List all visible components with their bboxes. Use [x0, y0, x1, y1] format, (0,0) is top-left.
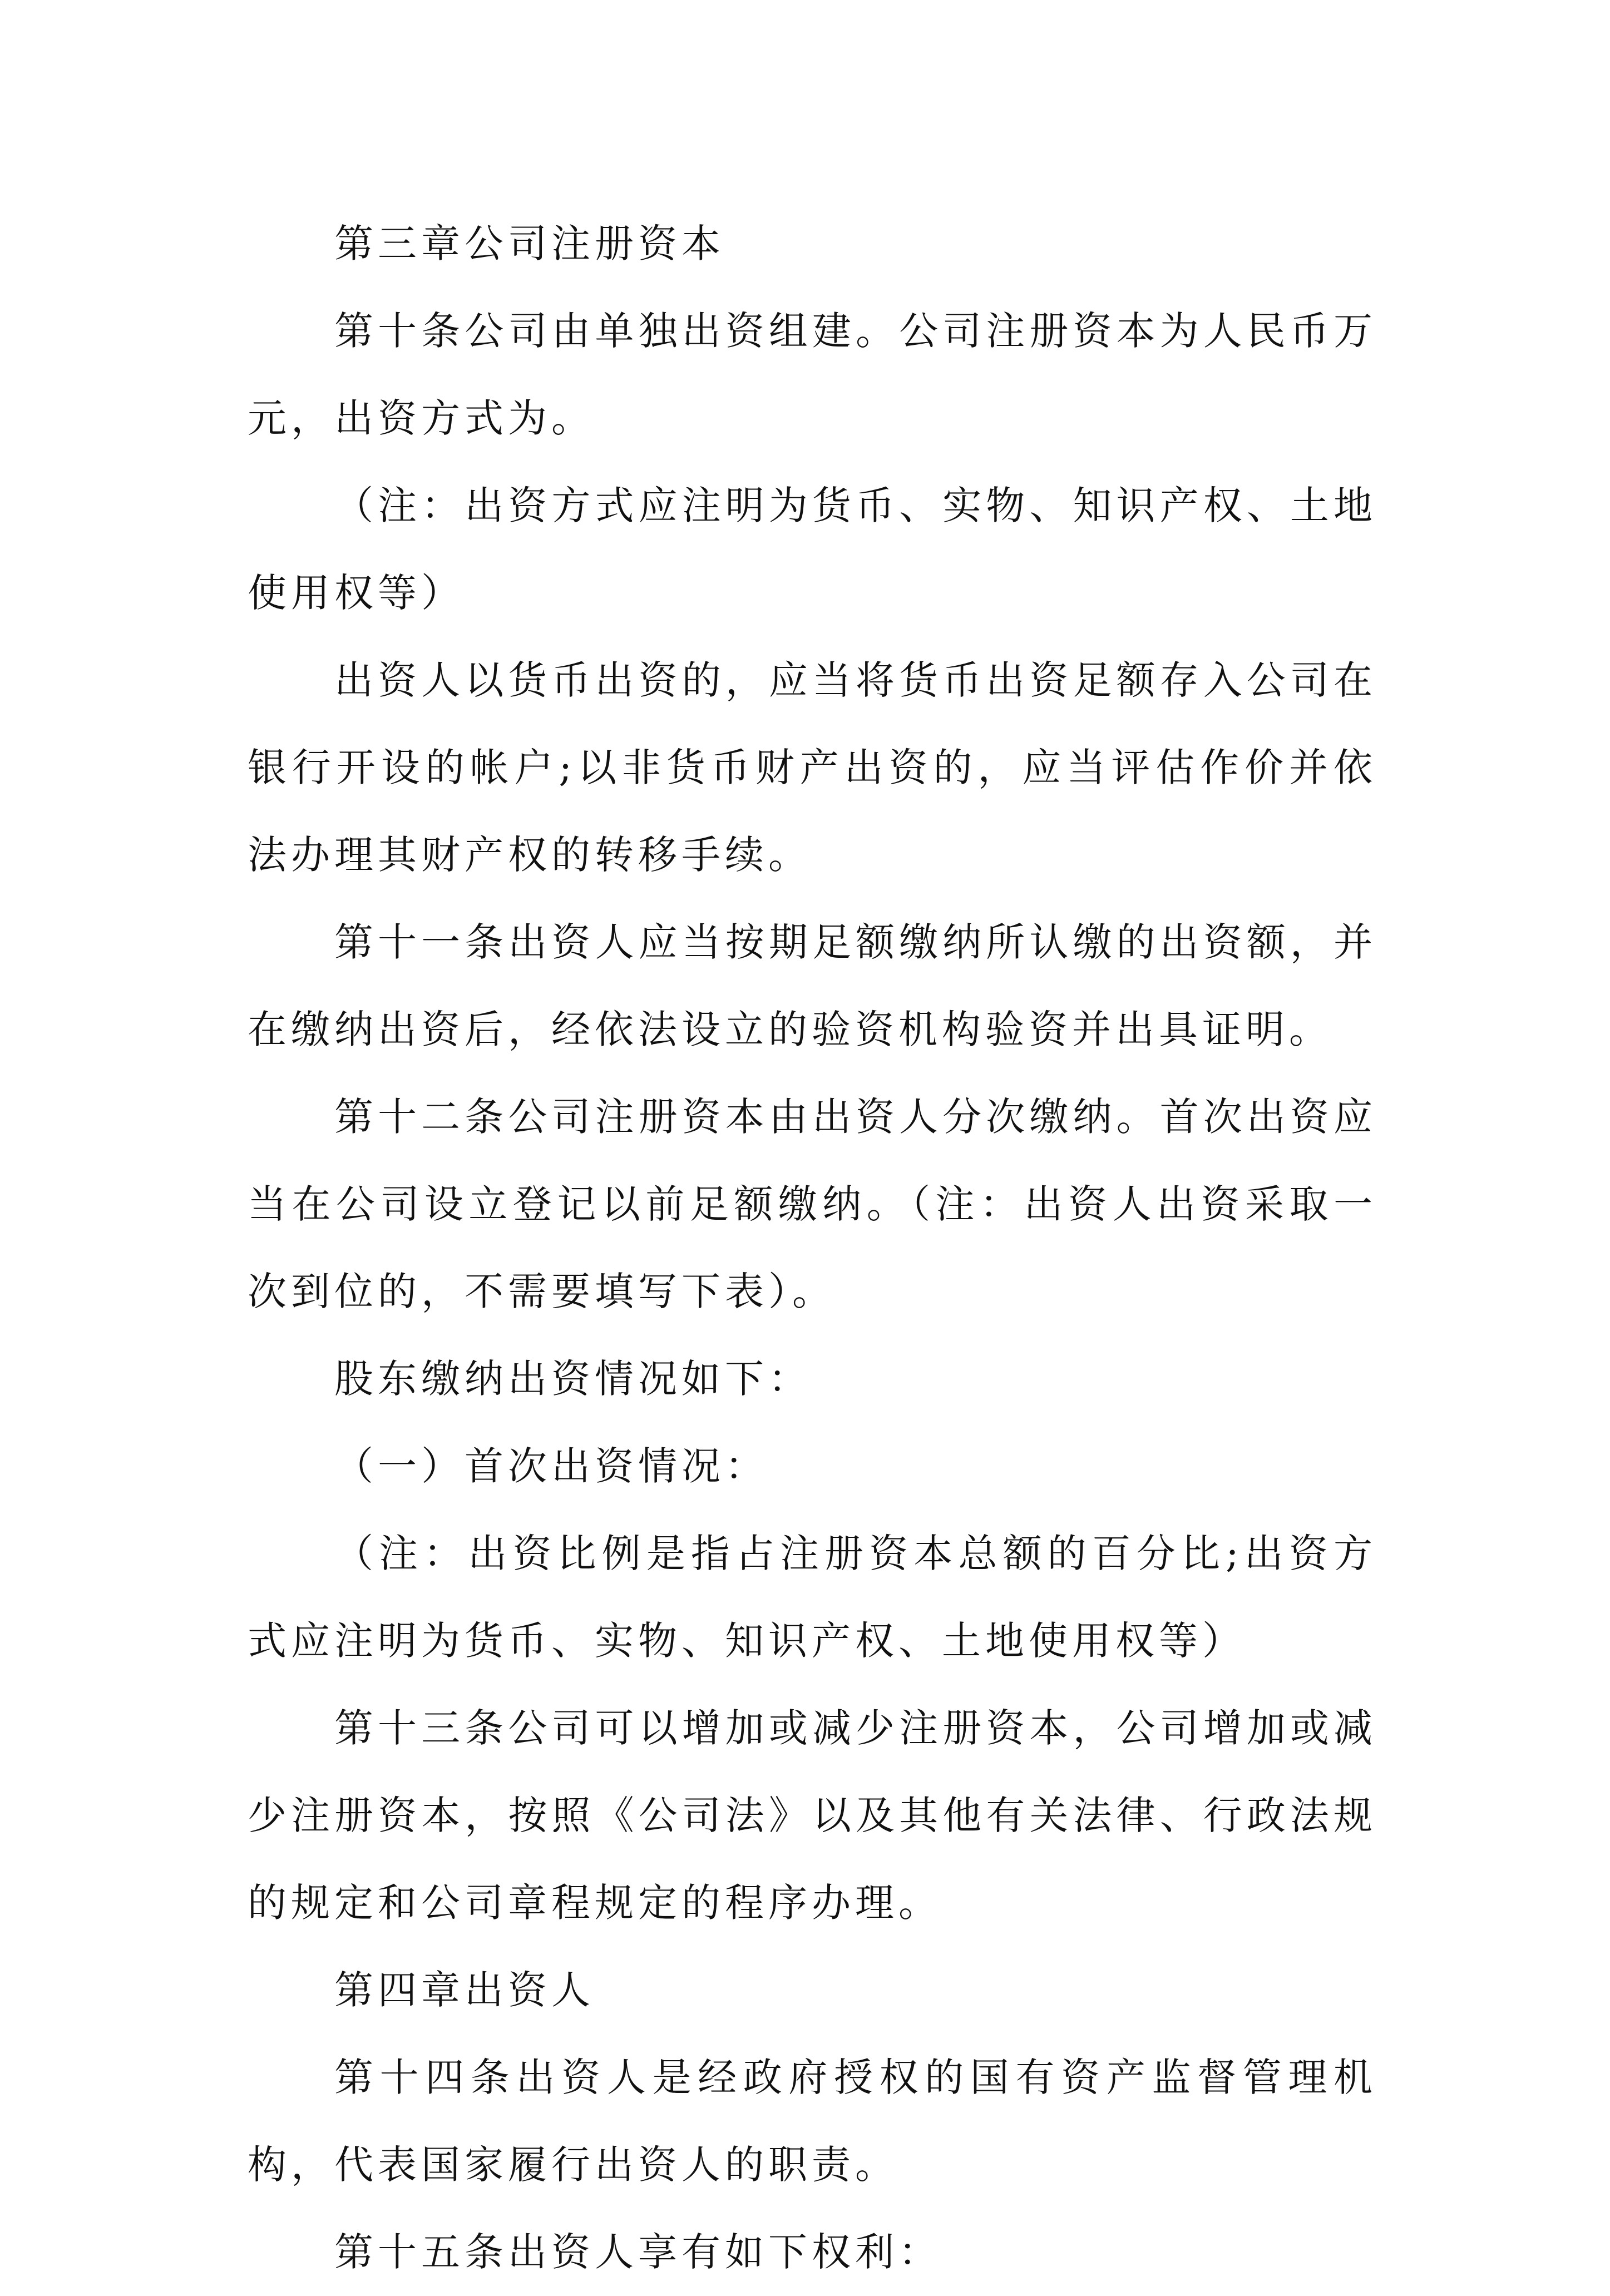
paragraph-first-contribution: （一）首次出资情况： — [334, 1443, 768, 1489]
article-15: 第十五条出资人享有如下权利： — [334, 2229, 942, 2275]
chapter-heading-4: 第四章出资人 — [334, 1967, 595, 2013]
document-body — [248, 200, 1377, 2296]
chapter-heading-3: 第三章公司注册资本 — [334, 221, 725, 266]
article-14: 第十四条出资人是经政府授权的国有资产监督管理机构，代表国家履行出资人的职责。 — [248, 2055, 1377, 2188]
note-contribution-method: （注：出资方式应注明为货币、实物、知识产权、土地使用权等） — [248, 483, 1377, 616]
article-12: 第十二条公司注册资本由出资人分次缴纳。首次出资应当在公司设立登记以前足额缴纳。（注：出资人出资采取一次到位的，不需要填写下表）。 — [248, 1094, 1377, 1314]
note-contribution-ratio: （注：出资比例是指占注册资本总额的百分比;出资方式应注明为货币、实物、知识产权、土地使用权等） — [248, 1531, 1377, 1664]
paragraph-currency-contribution: 出资人以货币出资的，应当将货币出资足额存入公司在银行开设的帐户;以非货币财产出资的，应当评估作价并依法办理其财产权的转移手续。 — [248, 657, 1377, 878]
article-11: 第十一条出资人应当按期足额缴纳所认缴的出资额，并在缴纳出资后，经依法设立的验资机构验资并出具证明。 — [248, 919, 1377, 1052]
article-13: 第十三条公司可以增加或减少注册资本，公司增加或减少注册资本，按照《公司法》以及其他有关法律、行政法规的规定和公司章程规定的程序办理。 — [248, 1705, 1377, 1926]
article-10: 第十条公司由单独出资组建。公司注册资本为人民币万元，出资方式为。 — [248, 308, 1377, 441]
paragraph-shareholder-contributions: 股东缴纳出资情况如下： — [334, 1356, 812, 1402]
